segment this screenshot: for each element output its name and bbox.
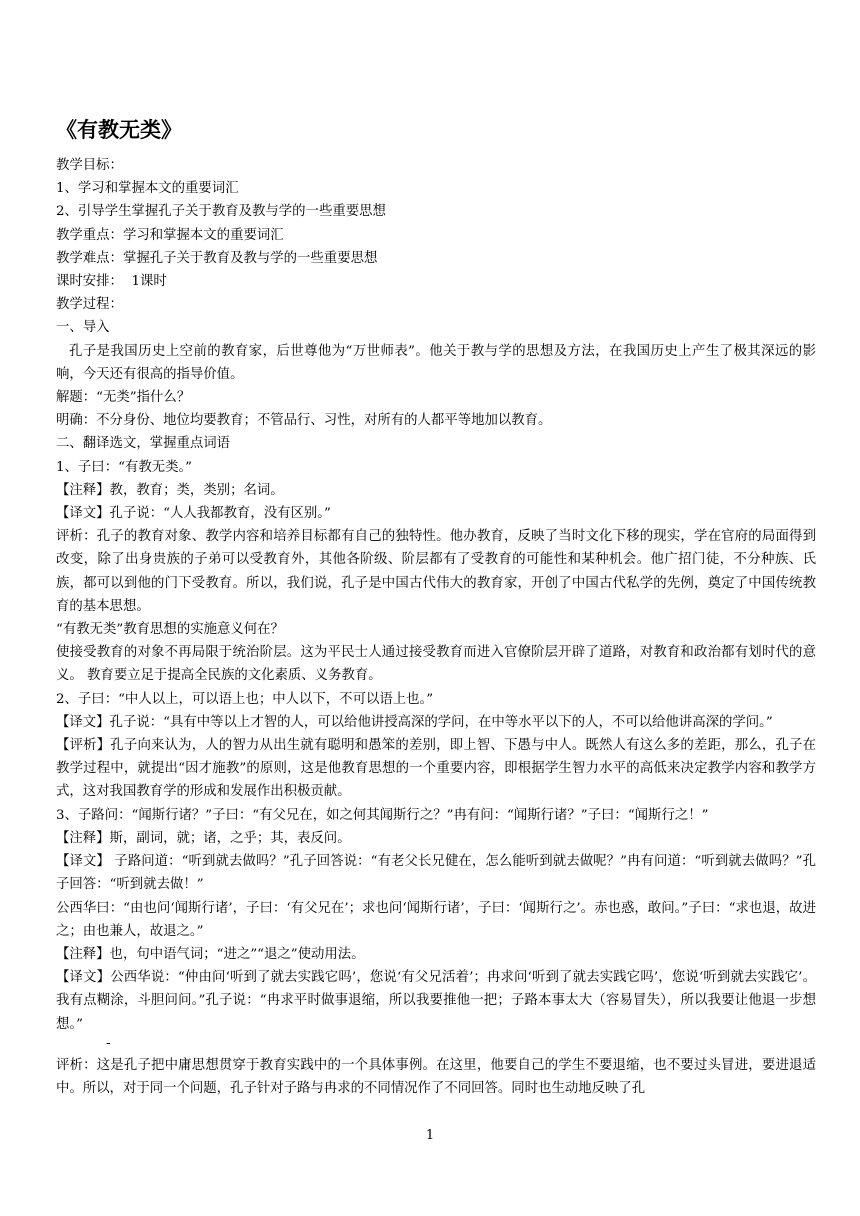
page-number: 1 (425, 1128, 435, 1143)
paragraph-excerpt-3-continued-notes: 【注释】也，句中语气词；“进之”“退之”使动用法。 (56, 946, 365, 962)
stray-dash-mark: - (106, 1035, 111, 1051)
paragraph-excerpt-2-translation: 【译文】孔子说：“具有中等以上才智的人，可以给他讲授高深的学问，在中等水平以下的人，不可以给他讲高深的学问。” (56, 714, 773, 730)
paragraph-excerpt-1-commentary: 评析：孔子的教育对象、教学内容和培养目标都有自己的独特性。他办教育，反映了当时文化下移的现实，学在官府的局面得到改变，除了出身贵族的子弟可以受教育外，其他各阶级、阶层都有了受教育的可能性和某种机会。他广招门徒，不分种族、氏族，都可以到他的门下受教育。所以，我们说，孔子是中国古代伟大的教育家，开创了中国古代私学的先例，奠定了中国传统教育的基本思想。 (56, 529, 816, 614)
paragraph-excerpt-2-commentary: 【评析】孔子向来认为，人的智力从出生就有聪明和愚笨的差别，即上智、下愚与中人。既然人有这么多的差距，那么，孔子在教学过程中，就提出“因才施教”的原则，这是他教育思想的一个重要内容，即根据学生智力水平的高低来决定教学内容和教学方式，这对我国教育学的形成和发展作出积极贡献。 (56, 738, 816, 800)
paragraph-significance-question: “有教无类”教育思想的实施意义何在？ (56, 622, 284, 638)
paragraph-teaching-process-heading: 教学过程： (56, 297, 123, 313)
paragraph-topic-question: 解题：“无类”指什么？ (56, 390, 191, 406)
paragraph-section-intro-heading: 一、导入 (56, 320, 110, 336)
paragraph-excerpt-2: 2、子曰：“中人以上，可以语上也；中人以下，不可以语上也。” (56, 691, 434, 707)
paragraph-goal-2: 2、引导学生掌握孔子关于教育及教与学的一些重要思想 (56, 204, 386, 220)
paragraph-teaching-focus: 教学重点：学习和掌握本文的重要词汇 (56, 227, 284, 243)
paragraph-topic-answer: 明确：不分身份、地位均要教育；不管品行、习性，对所有的人都平等地加以教育。 (56, 413, 552, 429)
paragraph-excerpt-1-notes: 【注释】教，教育；类，类别；名词。 (56, 482, 284, 498)
paragraph-excerpt-3-translation: 【译文】 子路问道：“听到就去做吗？”孔子回答说：“有老父长兄健在，怎么能听到就去做呢？”冉有问道：“听到就去做吗？”孔子回答：“听到就去做！” (56, 854, 816, 893)
paragraph-excerpt-1: 1、子曰：“有教无类。” (56, 459, 193, 475)
paragraph-excerpt-3-commentary: 评析：这是孔子把中庸思想贯穿于教育实践中的一个具体事例。在这里，他要自己的学生不要退缩，也不要过头冒进，要进退适中。所以，对于同一个问题，孔子针对子路与冉求的不同情况作了不同回答。同时也生动地反映了孔 (56, 1057, 816, 1096)
paragraph-section-translation-heading: 二、翻译选文，掌握重点词语 (56, 436, 231, 452)
paragraph-goal-1: 1、学习和掌握本文的重要词汇 (56, 181, 239, 197)
paragraph-intro-text: 孔子是我国历史上空前的教育家，后世尊他为“万世师表”。他关于教与学的思想及方法，在我国历史上产生了极其深远的影响，今天还有很高的指导价值。 (56, 343, 816, 382)
paragraph-teaching-goals-heading: 教学目标： (56, 158, 123, 173)
paragraph-excerpt-3: 3、子路问：“闻斯行诸？”子曰：“有父兄在，如之何其闻斯行之？”冉有问：“闻斯行诸？”子曰：“闻斯行之！” (56, 807, 709, 823)
paragraph-excerpt-1-translation: 【译文】孔子说：“人人我都教育，没有区别。” (56, 506, 331, 522)
document-body (56, 154, 816, 1100)
document-title: 《有教无类》 (56, 118, 182, 142)
paragraph-excerpt-3-continued: 公西华曰：“由也问‘闻斯行诸’，子曰：‘有父兄在’；求也问‘闻斯行诸’，子曰：‘闻斯行之’。赤也惑，敢问。”子曰：“求也退，故进之；由也兼人，故退之。” (56, 900, 816, 939)
paragraph-excerpt-3-notes: 【注释】斯，副词，就；诸，之乎；其，表反问。 (56, 830, 351, 846)
paragraph-teaching-difficulty: 教学难点：掌握孔子关于教育及教与学的一些重要思想 (56, 250, 378, 266)
paragraph-significance-answer: 使接受教育的对象不再局限于统治阶层。这为平民士人通过接受教育而进入官僚阶层开辟了道路，对教育和政治都有划时代的意义。 教育要立足于提高全民族的文化素质、义务教育。 (56, 645, 816, 684)
paragraph-excerpt-3-continued-translation: 【译文】公西华说：“仲由问‘听到了就去实践它吗’，您说‘有父兄活着’；冉求问‘听到了就去实践它吗’，您说‘听到就去实践它’。我有点糊涂，斗胆问问。”孔子说：“冉求平时做事退缩，所以我要推他一把；子路本事太大（容易冒失），所以我要让他退一步想想。” (56, 970, 816, 1032)
paragraph-class-hours: 课时安排： 1课时 (56, 274, 167, 290)
document-page (56, 114, 816, 1100)
